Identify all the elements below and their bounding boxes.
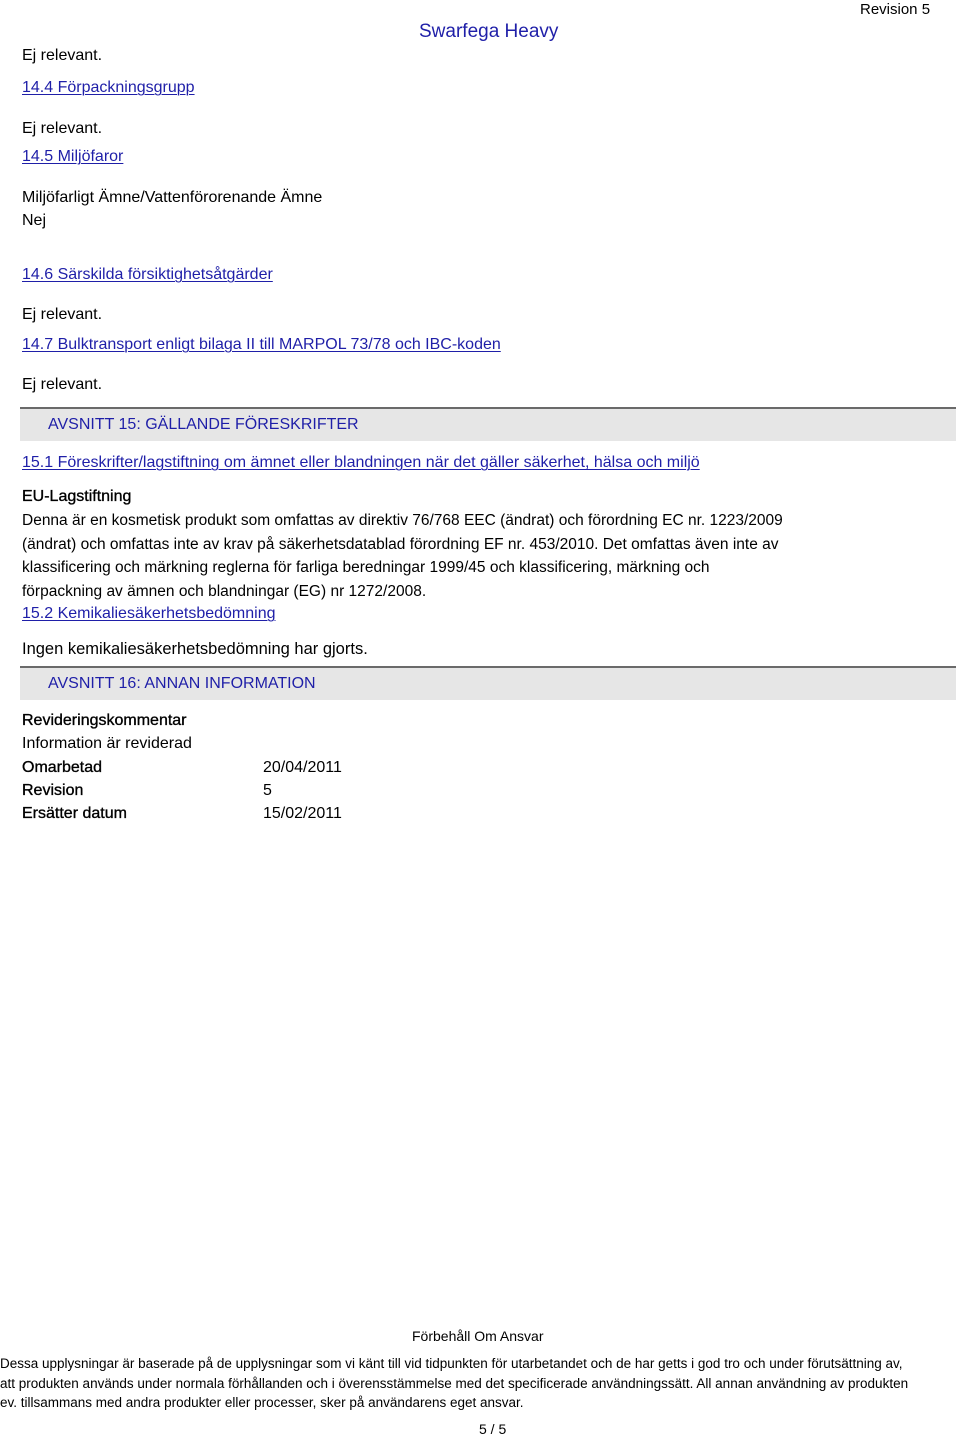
revision-comment-value: Information är reviderad (22, 735, 192, 752)
revised-date-value: 20/04/2011 (263, 759, 342, 776)
not-relevant-text: Ej relevant. (22, 120, 103, 137)
paragraph-line: klassificering och märkning reglerna för farliga beredningar 1999/45 och klassificering, märkning och (22, 559, 710, 576)
section-15-title: AVSNITT 15: GÄLLANDE FÖRESKRIFTER (48, 416, 359, 433)
chemical-assessment-text: Ingen kemikaliesäkerhetsbedömning har gjorts. (22, 640, 368, 658)
revised-date-label: Omarbetad (22, 759, 103, 776)
paragraph-line: Denna är en kosmetisk produkt som omfattas av direktiv 76/768 EEC (ändrat) och förordning EC nr. 1223/2009 (22, 512, 783, 529)
paragraph-line: (ändrat) och omfattas inte av krav på säkerhetsdatablad förordning EF nr. 453/2010. Det omfattas även inte av (22, 535, 779, 553)
eu-legislation-paragraph (22, 509, 902, 603)
subsection-15-1-heading[interactable]: 15.1 Föreskrifter/lagstiftning om ämnet eller blandningen när det gäller säkerhet, hälsa och miljö (22, 454, 700, 471)
not-relevant-text: Ej relevant. (22, 47, 103, 64)
disclaimer-line: ev. tillsammans med andra produkter eller processer, sker på användarens eget ansvar. (0, 1395, 524, 1410)
replaces-date-value: 15/02/2011 (263, 805, 342, 822)
not-relevant-text: Ej relevant. (22, 376, 103, 393)
revision-comment-label: Revideringskommentar (22, 712, 187, 729)
disclaimer-title: Förbehåll Om Ansvar (412, 1328, 544, 1344)
subsection-14-7-heading[interactable]: 14.7 Bulktransport enligt bilaga II till MARPOL 73/78 och IBC-koden (22, 336, 501, 353)
subsection-15-2-heading[interactable]: 15.2 Kemikaliesäkerhetsbedömning (22, 605, 276, 622)
section-15-bar (20, 407, 956, 441)
section-16-title: AVSNITT 16: ANNAN INFORMATION (48, 675, 316, 692)
subsection-14-6-heading[interactable]: 14.6 Särskilda försiktighetsåtgärder (22, 266, 273, 283)
not-relevant-text: Ej relevant. (22, 306, 103, 323)
disclaimer-line: att produkten används under normala förhållanden och i överensstämmelse med det specificerade användningssätt. All annan användning av produkten (0, 1376, 909, 1391)
replaces-date-label: Ersätter datum (22, 805, 127, 822)
subsection-14-5-heading[interactable]: 14.5 Miljöfaror (22, 148, 124, 165)
section-16-bar (20, 666, 956, 700)
paragraph-line: förpackning av ämnen och blandningar (EG) nr 1272/2008. (22, 582, 427, 600)
revision-number-value: 5 (263, 782, 272, 799)
revision-number-label: Revision (22, 782, 84, 799)
revision-label: Revision 5 (860, 1, 931, 18)
document-title: Swarfega Heavy (419, 21, 559, 42)
disclaimer-line: Dessa upplysningar är baserade på de upplysningar som vi känt till vid tidpunkten för utarbetandet och de har getts i god tro och under förutsättning av, (0, 1356, 903, 1371)
environment-hazard-value: Nej (22, 212, 47, 229)
eu-legislation-heading: EU-Lagstiftning (22, 488, 132, 505)
subsection-14-4-heading[interactable]: 14.4 Förpackningsgrupp (22, 79, 195, 96)
environment-hazard-label: Miljöfarligt Ämne/Vattenförorenande Ämne (22, 189, 323, 206)
page-number: 5 / 5 (479, 1421, 507, 1437)
